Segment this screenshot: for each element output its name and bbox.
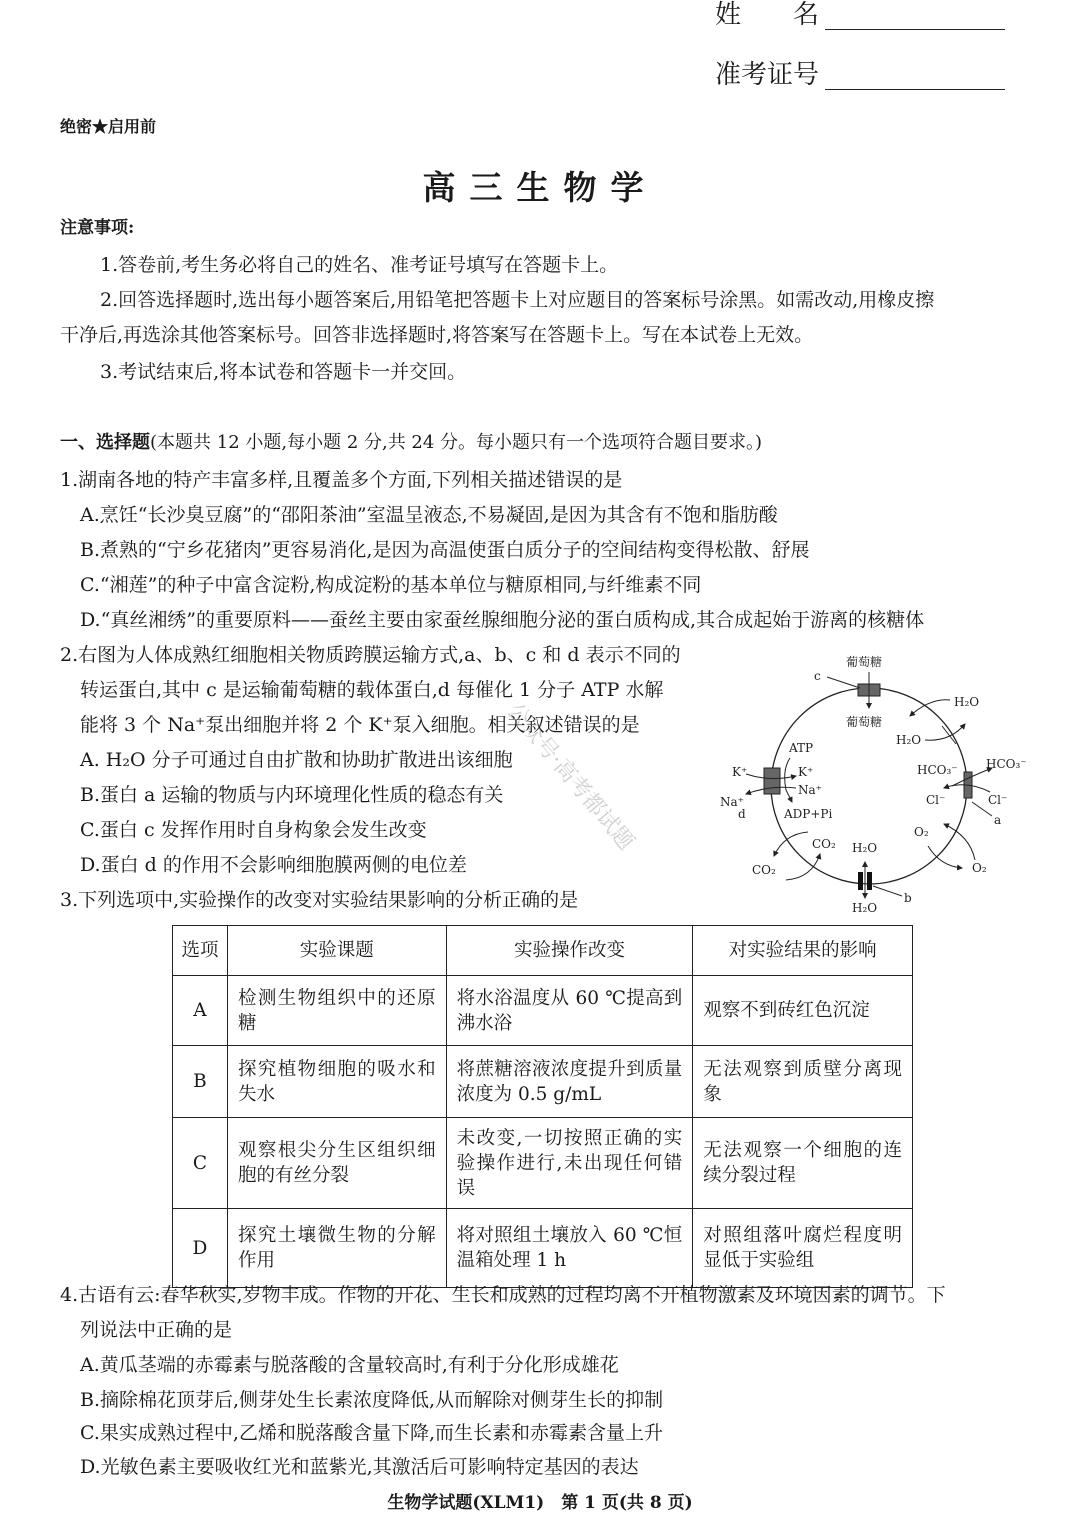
label-c: c	[814, 669, 821, 683]
protein-d	[764, 768, 780, 794]
q4-option-b: B.摘除棉花顶芽后,侧芽处生长素浓度降低,从而解除对侧芽生长的抑制	[80, 1389, 664, 1411]
q4-option-c: C.果实成熟过程中,乙烯和脱落酸含量下降,而生长素和赤霉素含量上升	[80, 1422, 663, 1444]
q3-table	[172, 925, 913, 1288]
question-1-stem: 1.湖南各地的特产丰富多样,且覆盖多个方面,下列相关描述错误的是	[60, 469, 623, 491]
table-cell: 对照组落叶腐烂程度明显低于实验组	[693, 1209, 913, 1288]
label-h2o-top: H₂O	[852, 841, 878, 855]
section-desc: (本题共 12 小题,每小题 2 分,共 24 分。每小题只有一个选项符合题目要求。)	[150, 432, 763, 453]
table-cell: A	[173, 976, 228, 1046]
id-blank[interactable]	[825, 65, 1005, 90]
table-row	[173, 1046, 913, 1118]
table-header: 对实验结果的影响	[693, 926, 913, 976]
table-cell: 检测生物组织中的还原糖	[227, 976, 446, 1046]
table-header: 选项	[173, 926, 228, 976]
page-title: 高三生物学	[422, 168, 658, 207]
label-cl-in: Cl⁻	[926, 793, 946, 807]
section-heading	[60, 431, 762, 455]
name-field[interactable]	[715, 0, 1005, 30]
q4-option-d: D.光敏色素主要吸收红光和蓝紫光,其激活后可影响特定基因的表达	[80, 1456, 639, 1478]
table-cell: 将水浴温度从 60 ℃提高到沸水浴	[446, 976, 693, 1046]
id-label: 准考证号	[715, 60, 820, 90]
label-cl-out: Cl⁻	[988, 793, 1008, 807]
secret-label: 绝密★启用前	[60, 117, 157, 136]
table-cell: B	[173, 1046, 228, 1118]
table-cell: 将蔗糖溶液浓度提升到质量浓度为 0.5 g/mL	[446, 1046, 693, 1118]
red-blood-cell-diagram	[710, 640, 1050, 925]
page-footer: 生物学试题(XLM1) 第 1 页(共 8 页)	[387, 1493, 693, 1513]
question-2-stem: 2.右图为人体成熟红细胞相关物质跨膜运输方式,a、b、c 和 d 表示不同的	[60, 644, 681, 666]
label-glucose-out: 葡萄糖	[846, 655, 883, 669]
label-hco3-in: HCO₃⁻	[917, 763, 958, 777]
label-a: a	[994, 813, 1002, 827]
q4-option-a: A.黄瓜茎端的赤霉素与脱落酸的含量较高时,有利于分化形成雄花	[80, 1354, 619, 1376]
note-item: 干净后,再选涂其他答案标号。回答非选择题时,将答案写在答题卡上。写在本试卷上无效。	[60, 324, 814, 346]
table-cell: 未改变,一切按照正确的实验操作进行,未出现任何错误	[446, 1118, 693, 1209]
q1-option-c: C.“湘莲”的种子中富含淀粉,构成淀粉的基本单位与糖原相同,与纤维素不同	[80, 574, 702, 596]
label-glucose-in: 葡萄糖	[846, 715, 883, 729]
question-4-stem: 4.古语有云:春华秋实,岁物丰成。作物的开花、生长和成熟的过程均离不开植物激素及环境因素的调节。下	[60, 1284, 946, 1306]
label-hco3-out: HCO₃⁻	[986, 757, 1027, 771]
name-label: 姓 名	[715, 0, 820, 30]
table-cell: 将对照组土壤放入 60 ℃恒温箱处理 1 h	[446, 1209, 693, 1288]
table-cell: 探究土壤微生物的分解作用	[227, 1209, 446, 1288]
label-h2o: H₂O	[896, 733, 922, 747]
table-cell: C	[173, 1118, 228, 1209]
question-2-stem: 能将 3 个 Na⁺泵出细胞并将 2 个 K⁺泵入细胞。相关叙述错误的是	[80, 714, 640, 736]
label-h2o-bottom: H₂O	[852, 901, 878, 915]
label-k-in: K⁺	[798, 765, 814, 779]
table-header: 实验课题	[227, 926, 446, 976]
label-b: b	[904, 891, 912, 905]
q1-option-b: B.煮熟的“宁乡花猪肉”更容易消化,是因为高温使蛋白质分子的空间结构变得松散、舒展	[80, 539, 810, 561]
table-row	[173, 1118, 913, 1209]
note-item: 1.答卷前,考生务必将自己的姓名、准考证号填写在答题卡上。	[100, 254, 619, 276]
table-cell: 无法观察到质壁分离现象	[693, 1046, 913, 1118]
table-row	[173, 1209, 913, 1288]
notes-heading: 注意事项:	[60, 218, 135, 238]
label-h2o: H₂O	[954, 695, 980, 709]
label-na-out: Na⁺	[720, 795, 744, 809]
table-header: 实验操作改变	[446, 926, 693, 976]
table-header-row	[173, 926, 913, 976]
name-blank[interactable]	[825, 5, 1005, 30]
note-item: 2.回答选择题时,选出每小题答案后,用铅笔把答题卡上对应题目的答案标号涂黑。如需改动,用橡皮擦	[100, 289, 935, 311]
table-cell: 观察不到砖红色沉淀	[693, 976, 913, 1046]
table-cell: 无法观察一个细胞的连续分裂过程	[693, 1118, 913, 1209]
label-na-in: Na⁺	[798, 783, 822, 797]
q2-option-c: C.蛋白 c 发挥作用时自身构象会发生改变	[80, 819, 427, 841]
label-o2-out: O₂	[972, 861, 987, 875]
label-o2-in: O₂	[914, 825, 929, 839]
watermark: 公众号·高考都试题	[501, 698, 639, 855]
id-field[interactable]	[715, 60, 1005, 90]
q2-option-d: D.蛋白 d 的作用不会影响细胞膜两侧的电位差	[80, 854, 467, 876]
protein-b	[858, 872, 863, 890]
question-3-stem: 3.下列选项中,实验操作的改变对实验结果影响的分析正确的是	[60, 889, 579, 911]
q1-option-d: D.“真丝湘绣”的重要原料——蚕丝主要由家蚕丝腺细胞分泌的蛋白质构成,其合成起始于游离的核糖体	[80, 609, 925, 631]
q1-option-a: A.烹饪“长沙臭豆腐”的“邵阳茶油”室温呈液态,不易凝固,是因为其含有不饱和脂肪酸	[80, 504, 778, 526]
table-cell: 观察根尖分生区组织细胞的有丝分裂	[227, 1118, 446, 1209]
table-row	[173, 976, 913, 1046]
label-d: d	[738, 807, 746, 821]
table-cell: D	[173, 1209, 228, 1288]
label-adp: ADP+Pi	[784, 807, 833, 821]
section-title: 一、选择题	[60, 432, 150, 453]
note-item: 3.考试结束后,将本试卷和答题卡一并交回。	[100, 361, 467, 383]
q2-option-a: A. H₂O 分子可通过自由扩散和协助扩散进出该细胞	[80, 749, 513, 771]
label-k-out: K⁺	[732, 765, 748, 779]
q2-option-b: B.蛋白 a 运输的物质与内环境理化性质的稳态有关	[80, 784, 504, 806]
label-co2-in: CO₂	[812, 837, 836, 851]
label-co2-out: CO₂	[752, 863, 776, 877]
label-atp: ATP	[789, 741, 814, 755]
question-4-stem: 列说法中正确的是	[80, 1319, 233, 1341]
table-cell: 探究植物细胞的吸水和失水	[227, 1046, 446, 1118]
question-2-stem: 转运蛋白,其中 c 是运输葡萄糖的载体蛋白,d 每催化 1 分子 ATP 水解	[80, 679, 664, 701]
